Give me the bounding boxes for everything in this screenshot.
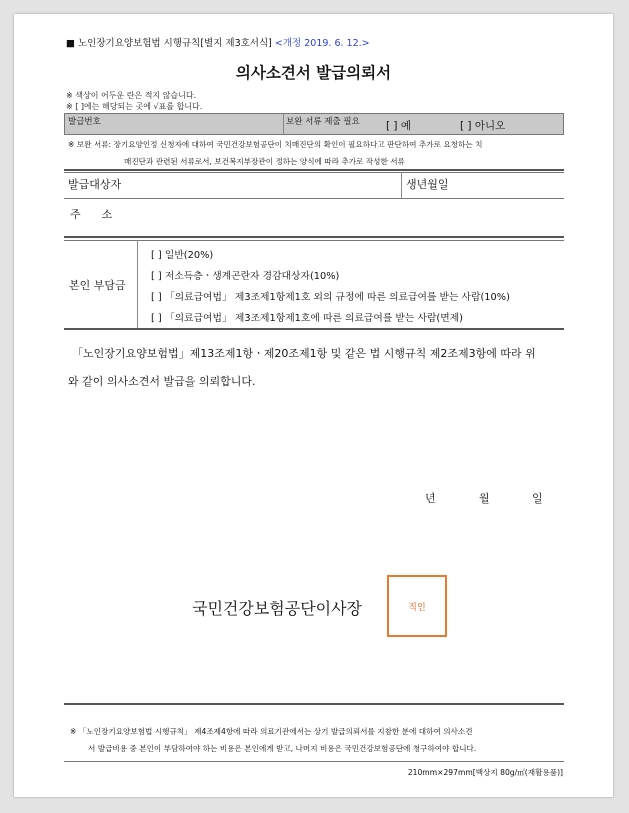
date-month: 월 — [479, 492, 490, 505]
birth-divider — [401, 172, 402, 198]
burden-top-border — [64, 236, 564, 238]
seal-text: 직인 — [408, 602, 426, 613]
revision-date: <개정 2019. 6. 12.> — [274, 38, 370, 49]
request-text-line1: 「노인장기요양보험법」제13조제1항ㆍ제20조제1항 및 같은 법 시행규칙 제2조제3항에 따라 위 — [72, 347, 536, 360]
issue-row-divider — [283, 113, 284, 134]
burden-bottom-border — [64, 328, 564, 330]
form-ref-text: ■ 노인장기요양보험법 시행규칙[별지 제3호서식] — [66, 38, 272, 49]
document-title: 의사소견서 발급의뢰서 — [235, 64, 392, 82]
applicant-top-border — [64, 169, 564, 171]
burden-divider — [137, 240, 138, 328]
issue-number-label: 발급번호 — [68, 117, 101, 127]
date-year: 년 — [425, 492, 436, 505]
document-page — [14, 14, 613, 797]
birth-date-label: 생년월일 — [406, 178, 449, 191]
footer-note-line2: 서 발급비용 중 본인이 부담하여야 하는 비용은 본인에게 받고, 나머지 비용은 국민건강보험공단에 청구하여야 합니다. — [88, 744, 477, 753]
burden-option-general[interactable]: [ ] 일반(20%) — [151, 250, 214, 261]
applicant-mid-border — [64, 198, 564, 199]
note-shaded-fields: ※ 색상이 어두운 란은 적지 않습니다. — [66, 91, 197, 100]
request-text-line2: 와 같이 의사소견서 발급을 의뢰합니다. — [68, 375, 256, 388]
paper-spec: 210mm×297mm[백상지 80g/㎡(재활용품)] — [407, 768, 563, 777]
footer-bottom-border — [64, 761, 564, 762]
footer-note-line1: ※ 「노인장기요양보험법 시행규칙」 제4조제4항에 따라 의료기관에서는 상기 발급의뢰서를 지참한 분에 대하여 의사소견 — [70, 727, 473, 736]
supplement-label: 보완 서류 제출 필요 — [286, 117, 360, 127]
burden-option-medical-aid-other[interactable]: [ ] 「의료급여법」 제3조제1항제1호 외의 규정에 따른 의료급여를 받는 사람(10%) — [151, 292, 510, 303]
supplement-no-checkbox[interactable]: [ ] 아니오 — [460, 120, 506, 132]
supplement-yes-checkbox[interactable]: [ ] 예 — [386, 120, 412, 132]
applicant-name-label: 발급대상자 — [68, 178, 122, 191]
address-label: 주 소 — [70, 208, 113, 221]
form-reference — [66, 35, 370, 49]
date-day: 일 — [532, 492, 543, 505]
official-seal — [387, 575, 447, 637]
burden-label: 본인 부담금 — [69, 279, 126, 292]
signer-title: 국민건강보험공단이사장 — [192, 599, 363, 618]
note-checkmark: ※ [ ]에는 해당되는 곳에 √표를 합니다. — [66, 102, 203, 111]
burden-top-border-inner — [64, 240, 564, 241]
supplement-note-line2: 매진단과 관련된 서류로서, 보건복지부장관이 정하는 양식에 따라 추가로 작성한 서류 — [124, 157, 405, 166]
burden-option-low-income[interactable]: [ ] 저소득층ㆍ생계곤란자 경감대상자(10%) — [151, 271, 340, 282]
supplement-note-line1: ※ 보완 서류: 장기요양인정 신청자에 대하여 국민건강보험공단이 치매진단의 확인이 필요하다고 판단하여 추가로 요청하는 치 — [68, 140, 483, 149]
applicant-top-border-inner — [64, 172, 564, 173]
footer-top-border — [64, 703, 564, 705]
burden-option-medical-aid-exempt[interactable]: [ ] 「의료급여법」 제3조제1항제1호에 따른 의료급여를 받는 사람(면제) — [151, 313, 463, 324]
